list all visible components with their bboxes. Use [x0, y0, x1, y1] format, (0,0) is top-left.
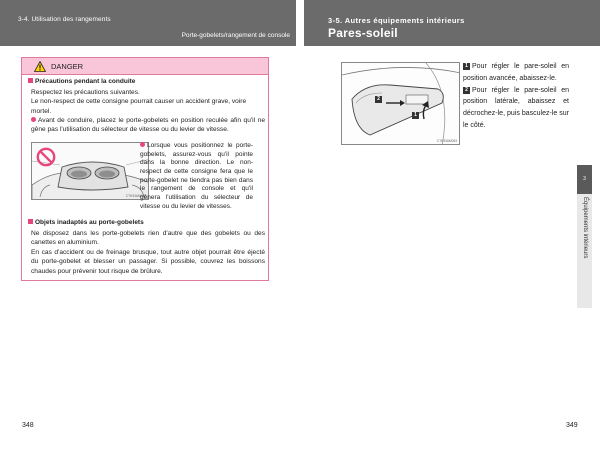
step-2: 2 Pour régler le pare-soleil en position latérale, abaissez et décrochez-le, puis basculez-le sur le côté.	[463, 86, 569, 129]
chapter-tab-label: Équipements intérieurs	[582, 197, 588, 259]
unsuitable-objects-text: Ne disposez dans les porte-gobelets rien d'autre que des gobelets ou des canettes en aluminium. En cas d'accident ou de freinage brusque, tout autre objet pourrait être éjecté du porte-gobelet et blesser un passager. Si possible, couvrez les boissons chaudes pour prévenir tout risque de brûlure.	[31, 230, 265, 275]
sun-visor-illustration	[341, 62, 460, 145]
bullet-cup-holder-direction: Lorsque vous positionnez le porte-gobelets, assurez-vous qu'il pointe dans la bonne direction. Le non-respect de cette consigne fera que le porte-gobelet ne tiendra pas bien dans le rangement de console et qu'il gênera l'utilisation du sélecteur de vitesse ou du levier de vitesses.	[140, 142, 253, 210]
danger-header	[22, 58, 268, 75]
bullet-dot-icon	[140, 142, 145, 147]
breadcrumb: 3-4. Utilisation des rangements	[18, 16, 111, 23]
step-1: 1 Pour régler le pare-soleil en position avancée, abaissez-le.	[463, 63, 569, 82]
section-marker-icon	[28, 219, 33, 224]
step-number: 1	[463, 63, 470, 70]
danger-box	[21, 57, 269, 281]
page-title: Pares-soleil	[328, 26, 398, 40]
callout-1: 1	[412, 112, 419, 119]
section-heading: 3-5. Autres équipements intérieurs	[328, 16, 465, 25]
right-page-header	[304, 0, 600, 46]
section-marker-icon	[28, 78, 33, 83]
driving-precautions-text: Respectez les précautions suivantes. Le non-respect de cette consigne pourrait causer un accident grave, voire mortel.	[31, 89, 247, 115]
cup-holder-illustration	[31, 142, 149, 200]
step-number: 2	[463, 87, 470, 94]
illustration-code: CTH33AM063	[436, 139, 457, 143]
danger-label: DANGER	[51, 61, 84, 71]
bullet-gear-position: Avant de conduire, placez le porte-gobelets en position reculée afin qu'il ne gêne pas l'utilisation du sélecteur de vitesse ou du levier de vitesse.	[31, 117, 265, 134]
sun-visor-steps	[463, 61, 569, 132]
bullet-dot-icon	[31, 117, 36, 122]
section-title-driving: Précautions pendant la conduite	[28, 78, 135, 85]
illustration-code: CTH33AM088	[125, 194, 146, 198]
warning-icon	[34, 61, 46, 72]
sun-visor-drawing	[342, 63, 460, 145]
prohibition-icon	[36, 147, 56, 167]
chapter-tab-number: 3	[577, 165, 592, 194]
callout-2: 2	[375, 96, 382, 103]
page-number-right: 349	[566, 422, 578, 429]
section-title-objects: Objets inadaptés au porte-gobelets	[28, 219, 144, 226]
page-number-left: 348	[22, 422, 34, 429]
page-subheading: Porte-gobelets/rangement de console	[181, 32, 290, 39]
left-page-header	[0, 0, 296, 46]
